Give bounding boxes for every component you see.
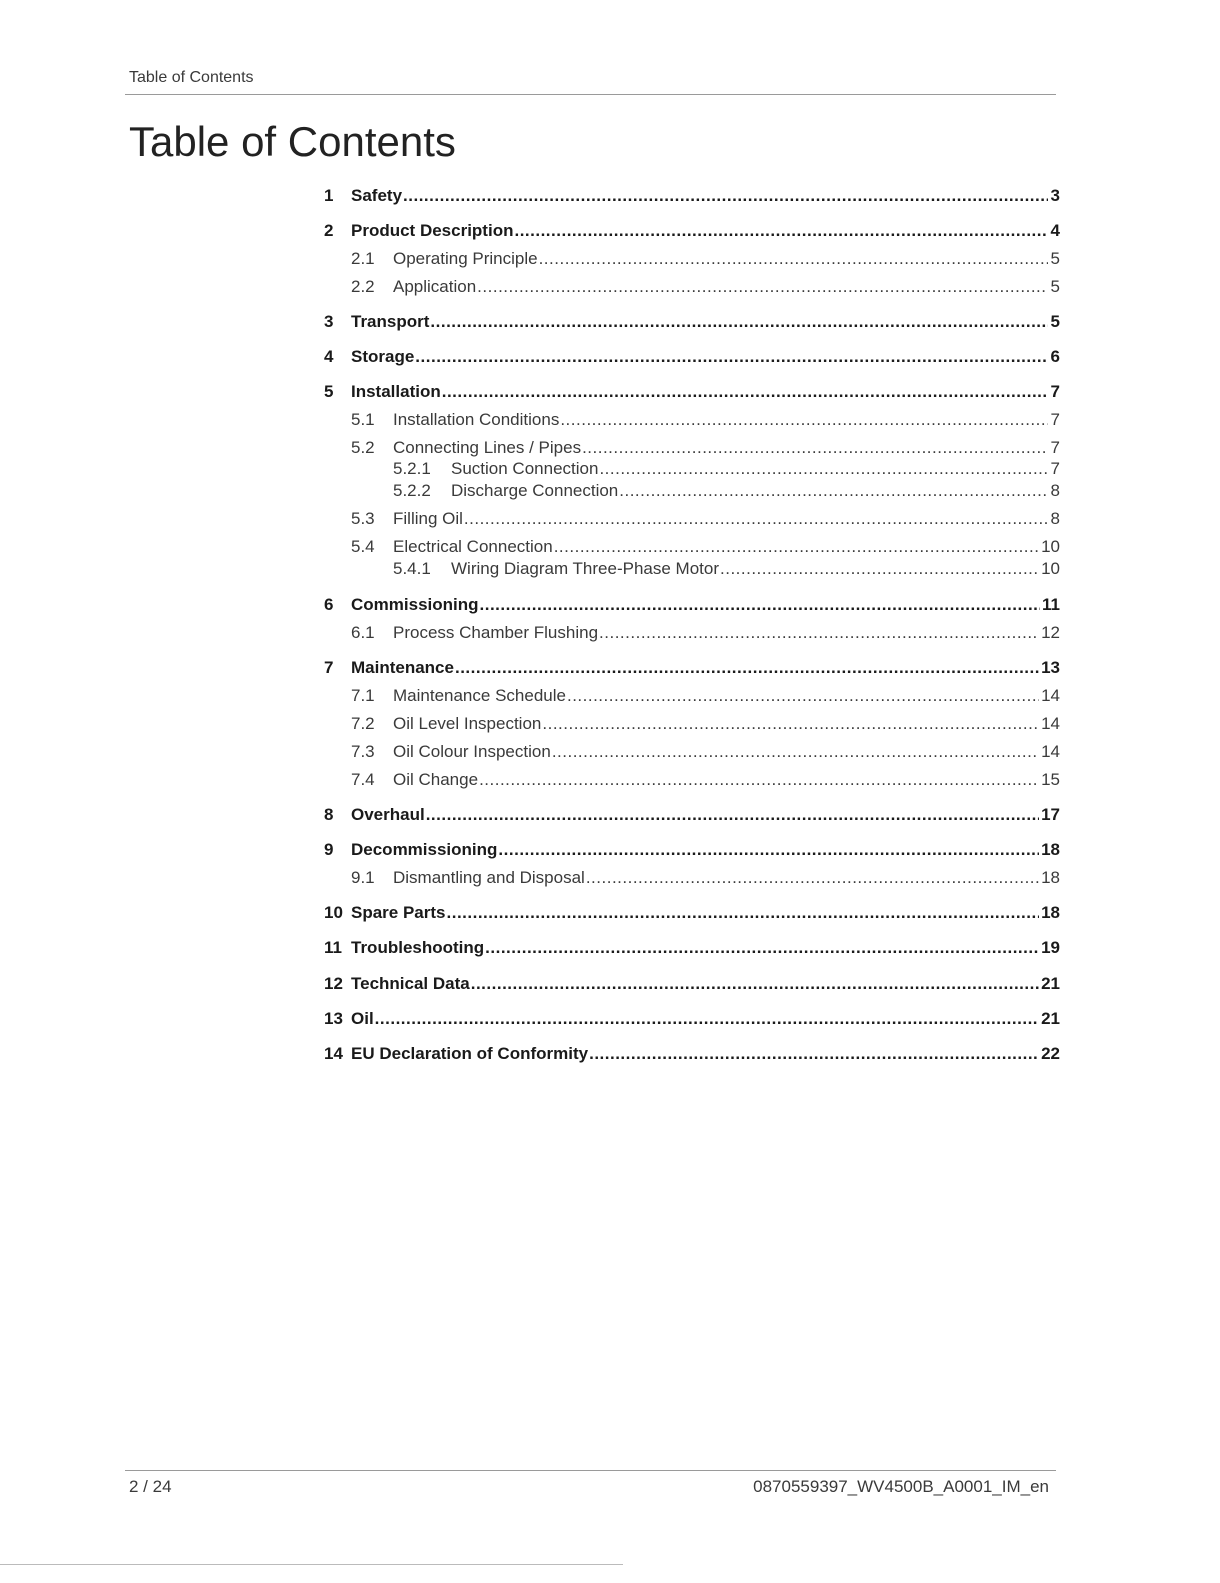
toc-leader-dots: [599, 457, 1048, 481]
toc-leader-dots: [619, 479, 1048, 503]
toc-entry-number: 5: [324, 382, 334, 401]
toc-leader-dots: [447, 901, 1040, 925]
toc-leader-dots: [539, 247, 1048, 271]
toc-entry-page: 14: [1041, 742, 1060, 761]
toc-entry-page: 3: [1050, 186, 1060, 205]
toc-entry-page: 13: [1041, 658, 1060, 677]
toc-entry-number: 12: [324, 974, 343, 993]
toc-leader-dots: [552, 740, 1039, 764]
toc-leader-dots: [426, 803, 1039, 827]
toc-entry-title: Installation: [351, 382, 441, 401]
toc-entry-page: 18: [1041, 903, 1060, 922]
toc-entry[interactable]: [324, 184, 1060, 208]
toc-entry-title: Process Chamber Flushing: [393, 623, 599, 642]
toc-entry[interactable]: [324, 712, 1060, 736]
toc-leader-dots: [471, 972, 1039, 996]
toc-leader-dots: [375, 1007, 1039, 1031]
toc-entry-title: Oil Colour Inspection: [393, 742, 551, 761]
toc-leader-dots: [479, 768, 1039, 792]
toc-entry-page: 7: [1050, 459, 1060, 478]
toc-entry-number: 8: [324, 805, 334, 824]
toc-leader-dots: [599, 621, 1039, 645]
toc-entry-number: 9.1: [351, 868, 375, 887]
toc-entry-number: 6.1: [351, 623, 375, 642]
toc-entry-page: 11: [1042, 595, 1060, 614]
toc-entry-page: 10: [1041, 537, 1060, 556]
toc-entry-title: Suction Connection: [451, 459, 599, 478]
toc-leader-dots: [403, 184, 1048, 208]
toc-entry-page: 8: [1050, 509, 1060, 528]
toc-entry-title: Application: [393, 277, 477, 296]
toc-entry-number: 3: [324, 312, 334, 331]
toc-entry-number: 5.4.1: [393, 559, 431, 578]
toc-leader-dots: [498, 838, 1039, 862]
toc-entry-title: Discharge Connection: [451, 481, 619, 500]
toc-entry-number: 7.3: [351, 742, 375, 761]
toc-entry-page: 21: [1041, 974, 1060, 993]
toc-entry-number: 14: [324, 1044, 343, 1063]
toc-entry-title: Electrical Connection: [393, 537, 553, 556]
toc-entry[interactable]: [324, 1042, 1060, 1066]
toc-entry-title: Overhaul: [351, 805, 425, 824]
toc-entry-page: 5: [1050, 277, 1060, 296]
toc-entry-title: Oil Change: [393, 770, 479, 789]
toc-entry-number: 13: [324, 1009, 343, 1028]
toc-entry-page: 15: [1041, 770, 1060, 789]
toc-entry-number: 9: [324, 840, 334, 859]
toc-leader-dots: [514, 219, 1048, 243]
toc-entry[interactable]: [324, 479, 1060, 503]
document-id: 0870559397_WV4500B_A0001_IM_en: [753, 1477, 1049, 1496]
toc-entry-page: 14: [1041, 714, 1060, 733]
toc-entry-title: Transport: [351, 312, 430, 331]
page-title: Table of Contents: [129, 118, 456, 165]
toc-entry[interactable]: [324, 310, 1060, 334]
toc-entry[interactable]: [324, 866, 1060, 890]
toc-leader-dots: [567, 684, 1039, 708]
toc-entry[interactable]: [324, 1007, 1060, 1031]
toc-entry-number: 5.1: [351, 410, 375, 429]
toc-leader-dots: [589, 1042, 1039, 1066]
toc-entry-title: Product Description: [351, 221, 514, 240]
toc-entry[interactable]: [324, 972, 1060, 996]
toc-entry-number: 2.1: [351, 249, 375, 268]
toc-entry-title: Oil: [351, 1009, 374, 1028]
toc-leader-dots: [480, 593, 1041, 617]
toc-entry[interactable]: [324, 408, 1060, 432]
scan-edge-divider: [0, 1564, 623, 1565]
toc-entry-page: 7: [1050, 410, 1060, 429]
header-divider: [125, 94, 1056, 95]
toc-entry-title: Troubleshooting: [351, 938, 485, 957]
toc-entry-title: Filling Oil: [393, 509, 463, 528]
toc-entry-title: EU Declaration of Conformity: [351, 1044, 589, 1063]
toc-entry-title: Oil Level Inspection: [393, 714, 542, 733]
toc-entry-number: 5.4: [351, 537, 375, 556]
toc-entry[interactable]: [324, 219, 1060, 243]
toc-leader-dots: [560, 408, 1048, 432]
toc-entry[interactable]: [324, 684, 1060, 708]
toc-entry[interactable]: [324, 936, 1060, 960]
toc-entry-number: 5.3: [351, 509, 375, 528]
toc-entry[interactable]: [324, 507, 1060, 531]
toc-entry-number: 7.1: [351, 686, 375, 705]
toc-leader-dots: [415, 345, 1048, 369]
toc-entry[interactable]: [324, 247, 1060, 271]
toc-entry-title: Installation Conditions: [393, 410, 560, 429]
toc-leader-dots: [442, 380, 1048, 404]
toc-entry-page: 22: [1041, 1044, 1060, 1063]
toc-entry-title: Commissioning: [351, 595, 479, 614]
toc-entry-number: 10: [324, 903, 343, 922]
toc-entry-page: 6: [1050, 347, 1060, 366]
toc-leader-dots: [464, 507, 1048, 531]
toc-entry-title: Decommissioning: [351, 840, 498, 859]
toc-entry-page: 19: [1041, 938, 1060, 957]
toc-entry-title: Operating Principle: [393, 249, 538, 268]
toc-entry-number: 7.4: [351, 770, 375, 789]
toc-entry-page: 7: [1050, 438, 1060, 457]
toc-entry-number: 4: [324, 347, 334, 366]
toc-leader-dots: [542, 712, 1039, 736]
toc-entry-title: Technical Data: [351, 974, 470, 993]
toc-entry[interactable]: [324, 803, 1060, 827]
toc-entry[interactable]: [324, 656, 1060, 680]
toc-entry-number: 11: [324, 938, 342, 957]
toc-leader-dots: [586, 866, 1039, 890]
toc-entry-title: Connecting Lines / Pipes: [393, 438, 582, 457]
toc-leader-dots: [430, 310, 1048, 334]
toc-entry-page: 18: [1041, 840, 1060, 859]
toc-entry-page: 8: [1050, 481, 1060, 500]
toc-entry-title: Storage: [351, 347, 415, 366]
toc-entry-page: 10: [1041, 559, 1060, 578]
toc-leader-dots: [485, 936, 1039, 960]
toc-leader-dots: [455, 656, 1039, 680]
toc-entry-title: Safety: [351, 186, 403, 205]
toc-entry-page: 7: [1050, 382, 1060, 401]
toc-entry[interactable]: [324, 557, 1060, 581]
toc-entry[interactable]: [324, 740, 1060, 764]
running-header: Table of Contents: [129, 69, 254, 86]
toc-entry[interactable]: [324, 275, 1060, 299]
toc-entry-page: 17: [1041, 805, 1060, 824]
toc-entry-page: 21: [1041, 1009, 1060, 1028]
toc-leader-dots: [720, 557, 1039, 581]
toc-entry-number: 2: [324, 221, 334, 240]
toc-entry[interactable]: [324, 621, 1060, 645]
toc-entry-number: 6: [324, 595, 334, 614]
toc-entry[interactable]: [324, 768, 1060, 792]
toc-entry-page: 14: [1041, 686, 1060, 705]
toc-entry-number: 5.2.1: [393, 459, 431, 478]
toc-entry-number: 7: [324, 658, 334, 677]
toc-entry-number: 5.2: [351, 438, 375, 457]
toc-entry[interactable]: [324, 593, 1060, 617]
toc-leader-dots: [477, 275, 1048, 299]
footer-divider: [125, 1470, 1056, 1471]
toc-entry-page: 12: [1041, 623, 1060, 642]
toc-entry-title: Dismantling and Disposal: [393, 868, 585, 887]
toc-entry-number: 5.2.2: [393, 481, 431, 500]
toc-entry-title: Wiring Diagram Three-Phase Motor: [451, 559, 719, 578]
toc-entry-page: 5: [1050, 312, 1060, 331]
toc-entry-title: Spare Parts: [351, 903, 446, 922]
toc-leader-dots: [554, 535, 1039, 559]
toc-entry-title: Maintenance: [351, 658, 454, 677]
toc-entry-page: 18: [1041, 868, 1060, 887]
toc-entry[interactable]: [324, 345, 1060, 369]
toc-entry-title: Maintenance Schedule: [393, 686, 566, 705]
toc-entry[interactable]: [324, 838, 1060, 862]
toc-entry-page: 5: [1050, 249, 1060, 268]
toc-entry-number: 1: [324, 186, 334, 205]
toc-entry-page: 4: [1050, 221, 1060, 240]
toc-entry[interactable]: [324, 535, 1060, 559]
toc-entry-number: 7.2: [351, 714, 375, 733]
page-number: 2 / 24: [129, 1477, 172, 1496]
toc-entry[interactable]: [324, 380, 1060, 404]
toc-entry-number: 2.2: [351, 277, 375, 296]
toc-entry[interactable]: [324, 901, 1060, 925]
toc-entry[interactable]: [324, 457, 1060, 481]
